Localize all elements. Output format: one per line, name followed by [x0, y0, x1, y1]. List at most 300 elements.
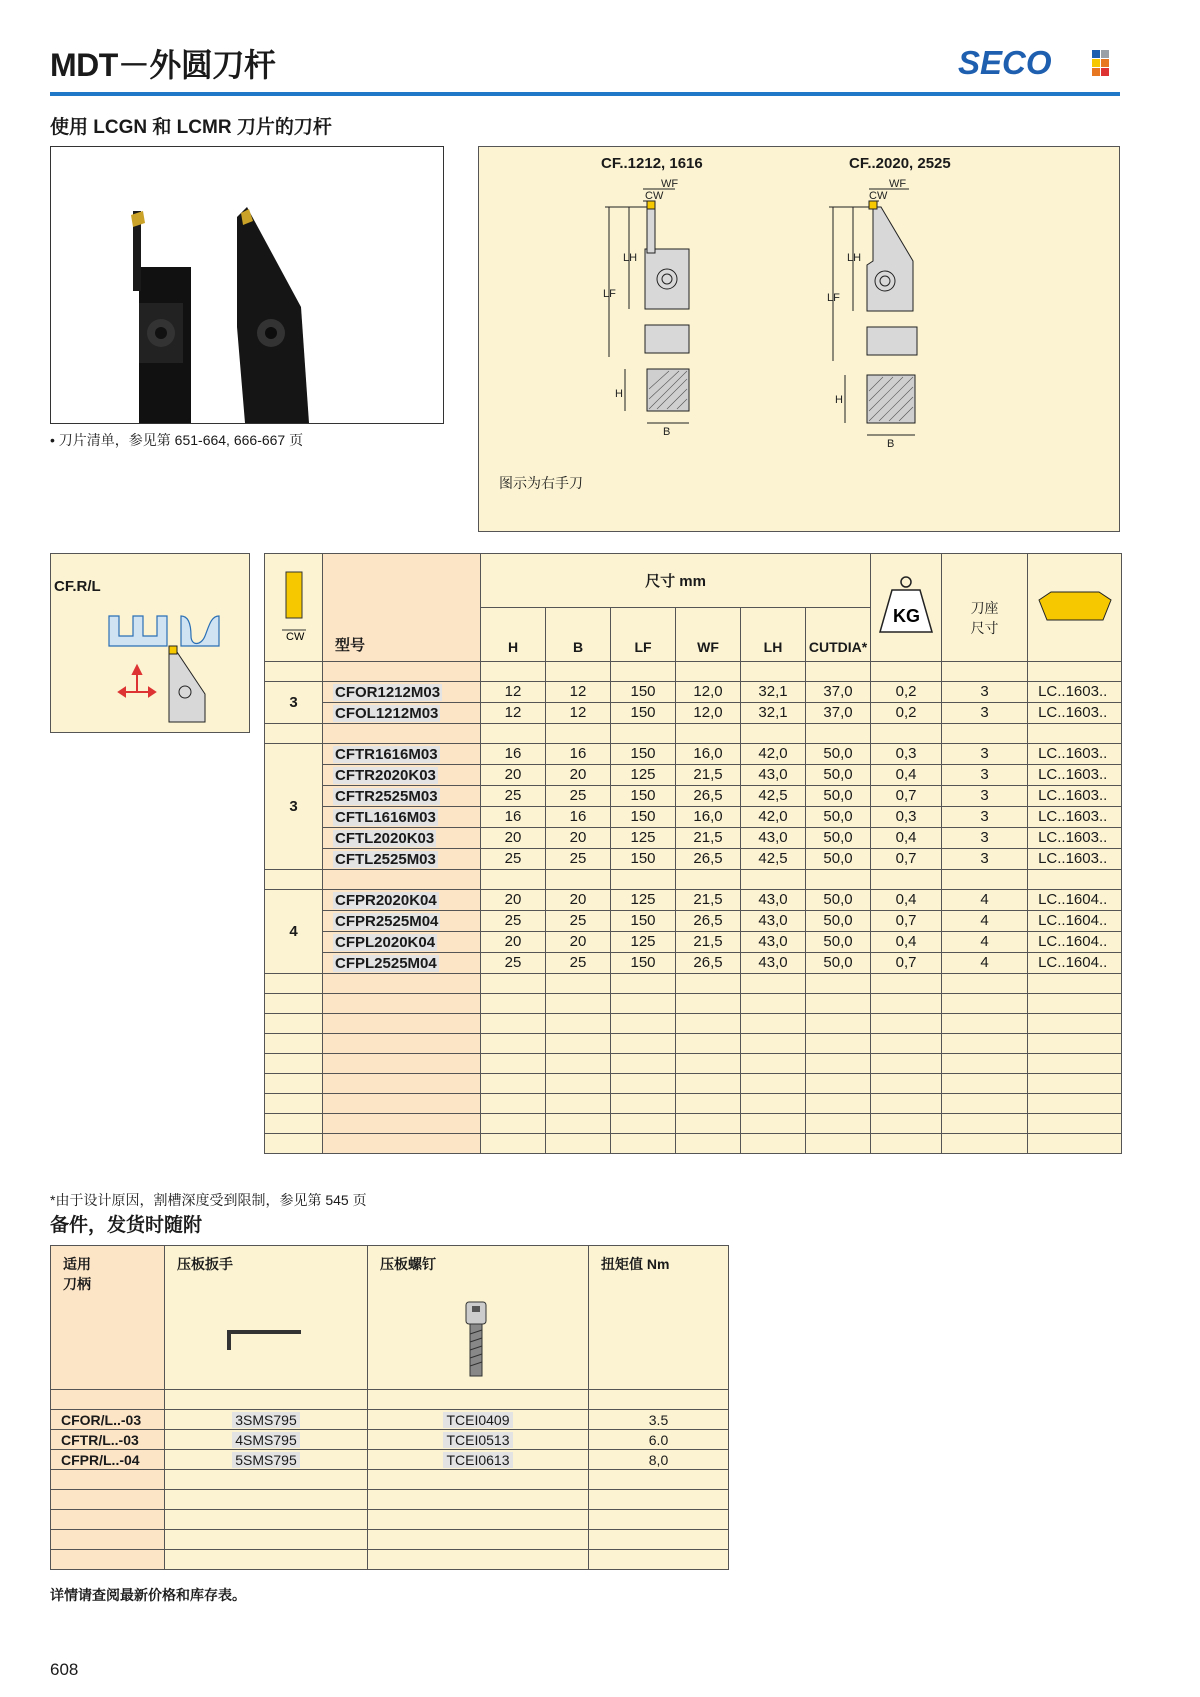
spacer-cell: [1028, 974, 1122, 994]
acc-header-torque: 扭矩值 Nm: [589, 1246, 729, 1390]
spacer-cell: [806, 1134, 871, 1154]
column-header-lf: LF: [611, 608, 676, 662]
spacer-cell: [589, 1490, 729, 1510]
cell-insert: LC..1604..: [1028, 932, 1122, 953]
spacer-cell: [741, 1134, 806, 1154]
model-code: CFTL2020K03: [335, 829, 435, 847]
spacer-cell: [546, 1094, 611, 1114]
spacer-cell: [51, 1550, 165, 1570]
spacer-cell: [165, 1510, 368, 1530]
spacer-cell: [265, 724, 323, 744]
spacer-cell: [368, 1390, 589, 1410]
acc-screw: TCEI0513: [443, 1432, 512, 1448]
table-row: [265, 953, 1122, 974]
spacer-row: [265, 1034, 1122, 1054]
spacer-row: [265, 994, 1122, 1014]
column-header-lh: LH: [741, 608, 806, 662]
model-cell: [323, 932, 481, 953]
spacer-cell: [51, 1470, 165, 1490]
dim-wf-right: WF: [889, 178, 907, 190]
acc-screw: TCEI0409: [443, 1412, 512, 1428]
spacer-cell: [741, 1014, 806, 1034]
spacer-cell: [546, 724, 611, 744]
cell-lh: 43,0: [741, 890, 806, 911]
acc-header-holder: 适用 刀柄: [51, 1246, 165, 1390]
dimension-drawing-svg: [479, 177, 1119, 477]
drawing-label-large: CF..2020, 2525: [849, 155, 951, 172]
spacer-cell: [323, 662, 481, 682]
model-cell: [323, 953, 481, 974]
application-label: CF.R/L: [54, 578, 101, 595]
cell-seat: 4: [942, 911, 1028, 932]
acc-header-wrench-label: 压板扳手: [177, 1256, 233, 1272]
section-subtitle: 使用 LCGN 和 LCMR 刀片的刀杆: [50, 117, 332, 138]
acc-screw-cell: [368, 1430, 589, 1450]
cell-insert: LC..1603..: [1028, 744, 1122, 765]
dim-cw-right: CW: [869, 190, 888, 202]
spacer-cell: [871, 994, 942, 1014]
spacer-cell: [611, 1054, 676, 1074]
cell-b: 20: [546, 765, 611, 786]
spacer-cell: [546, 1014, 611, 1034]
acc-header-screw-label: 压板螺钉: [380, 1256, 436, 1272]
model-code: CFTR1616M03: [335, 745, 438, 763]
weight-label: KG: [893, 605, 921, 626]
spacer-cell: [481, 662, 546, 682]
table-row: [265, 682, 1122, 703]
spacer-cell: [942, 1054, 1028, 1074]
spacer-cell: [546, 1114, 611, 1134]
cell-insert: LC..1603..: [1028, 703, 1122, 724]
spacer-cell: [368, 1470, 589, 1490]
cell-insert: LC..1603..: [1028, 765, 1122, 786]
spacer-cell: [806, 1014, 871, 1034]
spacer-cell: [611, 724, 676, 744]
cell-seat: 3: [942, 807, 1028, 828]
cell-insert: LC..1603..: [1028, 807, 1122, 828]
spacer-cell: [1028, 1054, 1122, 1074]
cell-cutdia: 50,0: [806, 786, 871, 807]
column-header-b: B: [546, 608, 611, 662]
seco-logo: [958, 44, 1118, 80]
cell-b: 20: [546, 890, 611, 911]
spacer-cell: [481, 1114, 546, 1134]
spacer-cell: [1028, 662, 1122, 682]
cell-b: 16: [546, 807, 611, 828]
cell-cutdia: 50,0: [806, 849, 871, 870]
dim-cw-left: CW: [645, 190, 664, 202]
cell-cutdia: 50,0: [806, 953, 871, 974]
right-hand-note: 图示为右手刀: [499, 475, 583, 491]
group-size-cell: 3: [265, 682, 323, 724]
spacer-row: [265, 1014, 1122, 1034]
cell-b: 25: [546, 786, 611, 807]
cell-seat: 3: [942, 765, 1028, 786]
spacer-cell: [1028, 1014, 1122, 1034]
insert-icon: [1033, 586, 1117, 626]
spacer-row: [265, 870, 1122, 890]
spacer-cell: [806, 974, 871, 994]
cell-wf: 16,0: [676, 744, 741, 765]
accessories-table: [50, 1245, 729, 1570]
cell-insert: LC..1603..: [1028, 828, 1122, 849]
spacer-cell: [942, 1034, 1028, 1054]
cell-wf: 26,5: [676, 911, 741, 932]
cell-insert: LC..1603..: [1028, 849, 1122, 870]
model-code: CFPL2020K04: [335, 933, 436, 951]
acc-screw: TCEI0613: [443, 1452, 512, 1468]
spacer-cell: [265, 1034, 323, 1054]
cell-seat: 3: [942, 682, 1028, 703]
cell-b: 16: [546, 744, 611, 765]
spacer-cell: [265, 662, 323, 682]
cell-lf: 150: [611, 703, 676, 724]
acc-row: [51, 1430, 729, 1450]
spacer-cell: [676, 1014, 741, 1034]
insert-reference-note: • 刀片清单，参见第 651-664, 666-667 页: [50, 432, 304, 448]
column-header-cutdia: CUTDIA*: [806, 608, 871, 662]
dim-h-right: H: [835, 394, 843, 406]
spacer-cell: [676, 994, 741, 1014]
spacer-cell: [1028, 1094, 1122, 1114]
page-title: MDT－外圆刀杆: [50, 47, 276, 83]
spacer-cell: [942, 1014, 1028, 1034]
model-cell: [323, 786, 481, 807]
cell-cutdia: 50,0: [806, 911, 871, 932]
spacer-cell: [323, 994, 481, 1014]
spacer-cell: [546, 1134, 611, 1154]
cell-lf: 150: [611, 682, 676, 703]
spacer-cell: [368, 1490, 589, 1510]
cell-cutdia: 50,0: [806, 744, 871, 765]
spacer-cell: [1028, 1034, 1122, 1054]
spacer-cell: [481, 1014, 546, 1034]
model-cell: [323, 849, 481, 870]
acc-torque: 3.5: [589, 1410, 729, 1430]
cell-lf: 150: [611, 744, 676, 765]
spacer-cell: [676, 1074, 741, 1094]
spacer-cell: [368, 1530, 589, 1550]
cell-lh: 43,0: [741, 765, 806, 786]
dim-b-left: B: [663, 426, 671, 438]
cell-lh: 42,0: [741, 807, 806, 828]
cell-kg: 0,4: [871, 890, 942, 911]
acc-holder: CFTR/L..-03: [51, 1430, 165, 1450]
acc-holder: CFOR/L..-03: [51, 1410, 165, 1430]
spacer-cell: [481, 1034, 546, 1054]
acc-spacer-row: [51, 1510, 729, 1530]
cell-lh: 42,5: [741, 849, 806, 870]
spacer-cell: [481, 974, 546, 994]
acc-screw-cell: [368, 1450, 589, 1470]
spacer-cell: [51, 1390, 165, 1410]
model-cell: [323, 828, 481, 849]
cell-lf: 150: [611, 849, 676, 870]
spacer-cell: [676, 724, 741, 744]
spacer-cell: [323, 870, 481, 890]
model-code: CFTL2525M03: [335, 850, 436, 868]
table-row: [265, 890, 1122, 911]
product-photo: [50, 146, 444, 424]
page-number: 608: [50, 1660, 79, 1679]
cell-seat: 3: [942, 703, 1028, 724]
dim-h-left: H: [615, 388, 623, 400]
spacer-cell: [265, 974, 323, 994]
spacer-cell: [611, 662, 676, 682]
weight-header: [871, 554, 942, 662]
model-code: CFTR2525M03: [335, 787, 438, 805]
cell-wf: 26,5: [676, 786, 741, 807]
spacer-cell: [589, 1530, 729, 1550]
spacer-cell: [611, 994, 676, 1014]
spacer-row: [265, 1134, 1122, 1154]
table-row: [265, 932, 1122, 953]
spacer-cell: [741, 1074, 806, 1094]
spacer-cell: [1028, 1114, 1122, 1134]
model-cell: [323, 744, 481, 765]
spacer-cell: [323, 1014, 481, 1034]
model-code: CFPL2525M04: [335, 954, 437, 972]
screw-icon: [462, 1300, 490, 1380]
cell-lh: 43,0: [741, 911, 806, 932]
spacer-cell: [265, 1014, 323, 1034]
spacer-cell: [942, 1074, 1028, 1094]
model-header: 型号: [323, 554, 481, 662]
spacer-cell: [323, 1134, 481, 1154]
cell-lh: 32,1: [741, 682, 806, 703]
model-cell: [323, 682, 481, 703]
cell-h: 12: [481, 703, 546, 724]
cell-lh: 32,1: [741, 703, 806, 724]
acc-wrench-cell: [165, 1430, 368, 1450]
cell-lh: 42,5: [741, 786, 806, 807]
cell-h: 20: [481, 828, 546, 849]
table-row: [265, 786, 1122, 807]
cell-b: 12: [546, 703, 611, 724]
spacer-cell: [546, 1054, 611, 1074]
spacer-cell: [871, 724, 942, 744]
insert-width-label: CW: [285, 630, 304, 643]
column-header-h: H: [481, 608, 546, 662]
cell-wf: 21,5: [676, 890, 741, 911]
spacer-cell: [546, 994, 611, 1014]
group-size-cell: 3: [265, 744, 323, 870]
cell-h: 16: [481, 744, 546, 765]
spacer-cell: [51, 1530, 165, 1550]
insert-width-icon: [272, 568, 316, 644]
header-rule: [50, 92, 1120, 96]
spacer-cell: [368, 1550, 589, 1570]
spacer-cell: [676, 870, 741, 890]
cell-cutdia: 50,0: [806, 807, 871, 828]
spacer-cell: [611, 1094, 676, 1114]
spacer-cell: [1028, 1074, 1122, 1094]
cell-lf: 125: [611, 932, 676, 953]
spacer-row: [265, 1094, 1122, 1114]
acc-wrench: 3SMS795: [232, 1412, 299, 1428]
spacer-cell: [589, 1390, 729, 1410]
acc-wrench: 5SMS795: [232, 1452, 299, 1468]
spacer-cell: [942, 870, 1028, 890]
cell-wf: 21,5: [676, 932, 741, 953]
spacer-cell: [368, 1510, 589, 1530]
cell-lh: 43,0: [741, 953, 806, 974]
acc-wrench-cell: [165, 1410, 368, 1430]
cell-seat: 3: [942, 849, 1028, 870]
spacer-cell: [51, 1510, 165, 1530]
cell-b: 25: [546, 911, 611, 932]
spacer-cell: [265, 1074, 323, 1094]
model-cell: [323, 807, 481, 828]
cell-lf: 125: [611, 765, 676, 786]
model-cell: [323, 703, 481, 724]
cell-seat: 3: [942, 744, 1028, 765]
cell-insert: LC..1604..: [1028, 953, 1122, 974]
spacer-cell: [676, 662, 741, 682]
insert-header: [1028, 554, 1122, 662]
cell-kg: 0,3: [871, 807, 942, 828]
spacer-cell: [323, 1094, 481, 1114]
spacer-row: [265, 724, 1122, 744]
acc-torque: 8,0: [589, 1450, 729, 1470]
cell-cutdia: 50,0: [806, 932, 871, 953]
cell-h: 20: [481, 765, 546, 786]
cell-wf: 12,0: [676, 682, 741, 703]
cell-wf: 12,0: [676, 703, 741, 724]
cell-b: 25: [546, 953, 611, 974]
spacer-cell: [589, 1470, 729, 1490]
spacer-cell: [481, 870, 546, 890]
spacer-cell: [323, 1114, 481, 1134]
spacer-cell: [546, 1034, 611, 1054]
cell-cutdia: 50,0: [806, 765, 871, 786]
spacer-cell: [806, 1074, 871, 1094]
spacer-cell: [611, 1034, 676, 1054]
spacer-cell: [741, 1034, 806, 1054]
cell-b: 20: [546, 932, 611, 953]
spacer-cell: [942, 1094, 1028, 1114]
spacer-cell: [806, 1094, 871, 1114]
spacer-cell: [942, 994, 1028, 1014]
dim-wf-left: WF: [661, 178, 679, 190]
price-stock-note: 详情请查阅最新价格和库存表。: [50, 1587, 246, 1603]
spacer-cell: [806, 662, 871, 682]
cell-h: 25: [481, 911, 546, 932]
insert-width-icon-cell: [265, 554, 323, 662]
cell-kg: 0,4: [871, 765, 942, 786]
spacer-cell: [676, 1054, 741, 1074]
cell-cutdia: 37,0: [806, 703, 871, 724]
acc-row: [51, 1410, 729, 1430]
spacer-cell: [611, 1114, 676, 1134]
acc-spacer-row: [51, 1550, 729, 1570]
cell-wf: 26,5: [676, 953, 741, 974]
cell-b: 20: [546, 828, 611, 849]
cell-lf: 150: [611, 807, 676, 828]
spacer-row: [265, 662, 1122, 682]
acc-torque: 6.0: [589, 1430, 729, 1450]
table-row: [265, 744, 1122, 765]
spacer-cell: [676, 1094, 741, 1114]
spacer-cell: [871, 1134, 942, 1154]
spacer-cell: [265, 870, 323, 890]
table-row: [265, 765, 1122, 786]
spacer-cell: [481, 1094, 546, 1114]
spacer-cell: [806, 1114, 871, 1134]
spacer-cell: [942, 662, 1028, 682]
cell-lf: 125: [611, 828, 676, 849]
spacer-cell: [265, 1094, 323, 1114]
cell-insert: LC..1604..: [1028, 890, 1122, 911]
cell-lf: 150: [611, 786, 676, 807]
spacer-cell: [1028, 870, 1122, 890]
cell-h: 25: [481, 953, 546, 974]
spacer-row: [265, 974, 1122, 994]
model-code: CFOR1212M03: [335, 683, 441, 701]
dimensions-header: 尺寸 mm: [481, 554, 871, 608]
acc-spacer-row: [51, 1470, 729, 1490]
cell-wf: 21,5: [676, 765, 741, 786]
spacer-cell: [741, 870, 806, 890]
spacer-cell: [741, 1054, 806, 1074]
dim-lf-left: LF: [603, 288, 616, 300]
acc-header-wrench: [165, 1246, 368, 1390]
accessories-title: 备件，发货时随附: [50, 1215, 203, 1236]
spacer-cell: [265, 1054, 323, 1074]
cell-wf: 26,5: [676, 849, 741, 870]
spacer-cell: [611, 1014, 676, 1034]
weight-icon: [876, 574, 936, 638]
acc-header-screw: [368, 1246, 589, 1390]
spacer-cell: [676, 1114, 741, 1134]
spacer-cell: [165, 1550, 368, 1570]
spacer-cell: [51, 1490, 165, 1510]
spacer-cell: [741, 1114, 806, 1134]
spacer-cell: [871, 1034, 942, 1054]
cell-b: 12: [546, 682, 611, 703]
model-code: CFTL1616M03: [335, 808, 436, 826]
spacer-cell: [481, 724, 546, 744]
cell-seat: 3: [942, 786, 1028, 807]
acc-spacer-row: [51, 1390, 729, 1410]
spacer-cell: [546, 1074, 611, 1094]
spacer-cell: [611, 870, 676, 890]
spacer-cell: [1028, 994, 1122, 1014]
spacer-cell: [871, 1074, 942, 1094]
model-code: CFPR2525M04: [335, 912, 439, 930]
spacer-cell: [589, 1550, 729, 1570]
spacer-cell: [942, 724, 1028, 744]
cell-seat: 4: [942, 953, 1028, 974]
acc-wrench: 4SMS795: [232, 1432, 299, 1448]
spacer-cell: [481, 1134, 546, 1154]
cell-kg: 0,2: [871, 703, 942, 724]
cell-kg: 0,7: [871, 911, 942, 932]
spacer-cell: [942, 1114, 1028, 1134]
acc-screw-cell: [368, 1410, 589, 1430]
dim-b-right: B: [887, 438, 895, 450]
spacer-cell: [942, 974, 1028, 994]
spacer-cell: [323, 724, 481, 744]
spacer-cell: [165, 1530, 368, 1550]
spacer-cell: [942, 1134, 1028, 1154]
spacer-cell: [741, 994, 806, 1014]
spacer-cell: [611, 1074, 676, 1094]
spacer-cell: [806, 870, 871, 890]
spacer-cell: [1028, 1134, 1122, 1154]
spacer-cell: [871, 662, 942, 682]
cell-h: 20: [481, 932, 546, 953]
